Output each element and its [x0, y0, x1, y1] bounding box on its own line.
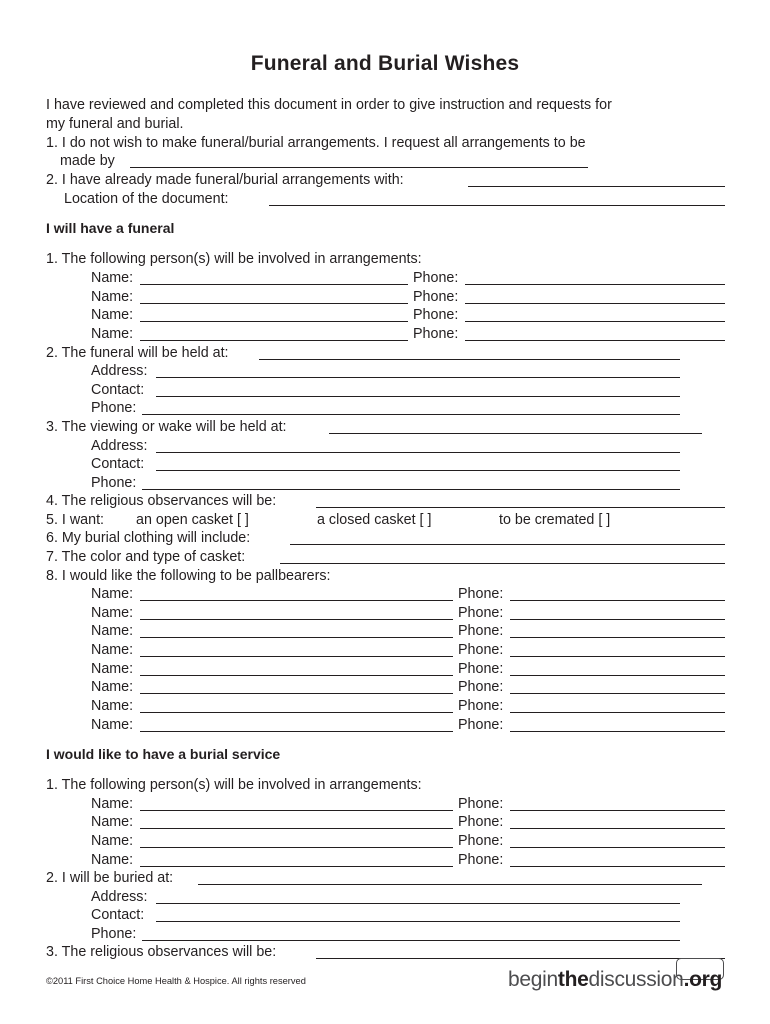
open-casket-checkbox[interactable]: an open casket [ ]: [136, 512, 249, 528]
casket-type-field[interactable]: [280, 563, 725, 564]
burial-observances-label: 3. The religious observances will be:: [46, 944, 277, 960]
pallbearer-name-field[interactable]: [140, 637, 453, 638]
pallbearer-name-field[interactable]: [140, 675, 453, 676]
phone-label: Phone:: [413, 307, 459, 323]
address-label: Address:: [91, 889, 148, 905]
made-by-label: made by: [60, 153, 115, 169]
intro-item-1: 1. I do not wish to make funeral/burial arrangements. I request all arrangements to be: [46, 135, 586, 151]
burial-observances-field[interactable]: [316, 958, 725, 959]
pallbearer-phone-field[interactable]: [510, 675, 725, 676]
funeral-person-phone-field[interactable]: [465, 303, 725, 304]
viewing-location-field[interactable]: [329, 433, 702, 434]
religious-observances-label: 4. The religious observances will be:: [46, 493, 277, 509]
phone-label: Phone:: [413, 289, 459, 305]
contact-label: Contact:: [91, 382, 145, 398]
contact-label: Contact:: [91, 456, 145, 472]
phone-label: Phone:: [458, 698, 504, 714]
name-label: Name:: [91, 833, 134, 849]
page-title: Funeral and Burial Wishes: [250, 52, 520, 75]
burial-person-phone-field[interactable]: [510, 847, 725, 848]
burial-address-field[interactable]: [156, 903, 680, 904]
funeral-person-phone-field[interactable]: [465, 340, 725, 341]
name-label: Name:: [91, 605, 134, 621]
name-label: Name:: [91, 717, 134, 733]
burial-person-name-field[interactable]: [140, 847, 453, 848]
phone-label: Phone:: [458, 623, 504, 639]
name-label: Name:: [91, 661, 134, 677]
burial-contact-field[interactable]: [156, 921, 680, 922]
phone-label: Phone:: [91, 475, 137, 491]
funeral-person-phone-field[interactable]: [465, 321, 725, 322]
pallbearer-name-field[interactable]: [140, 712, 453, 713]
name-label: Name:: [91, 270, 134, 286]
burial-person-phone-field[interactable]: [510, 810, 725, 811]
address-label: Address:: [91, 363, 148, 379]
burial-heading: I would like to have a burial service: [46, 746, 281, 762]
pallbearer-name-field[interactable]: [140, 656, 453, 657]
name-label: Name:: [91, 679, 134, 695]
name-label: Name:: [91, 814, 134, 830]
pallbearers-label: 8. I would like the following to be pallbearers:: [46, 568, 331, 584]
intro-line-2: my funeral and burial.: [46, 116, 184, 132]
funeral-person-phone-field[interactable]: [465, 284, 725, 285]
phone-label: Phone:: [458, 586, 504, 602]
pallbearer-name-field[interactable]: [140, 731, 453, 732]
funeral-phone-field[interactable]: [142, 414, 680, 415]
casket-type-label: 7. The color and type of casket:: [46, 549, 246, 565]
funeral-location-field[interactable]: [259, 359, 680, 360]
phone-label: Phone:: [458, 679, 504, 695]
viewing-address-field[interactable]: [156, 452, 680, 453]
funeral-person-name-field[interactable]: [140, 340, 408, 341]
phone-label: Phone:: [413, 326, 459, 342]
address-label: Address:: [91, 438, 148, 454]
document-location-label: Location of the document:: [64, 191, 229, 207]
burial-q1: 1. The following person(s) will be involved in arrangements:: [46, 777, 422, 793]
pallbearer-phone-field[interactable]: [510, 637, 725, 638]
burial-clothing-field[interactable]: [290, 544, 725, 545]
phone-label: Phone:: [413, 270, 459, 286]
brand-begin: begin: [508, 968, 558, 991]
funeral-address-field[interactable]: [156, 377, 680, 378]
funeral-q1: 1. The following person(s) will be involved in arrangements:: [46, 251, 422, 267]
pallbearer-phone-field[interactable]: [510, 731, 725, 732]
phone-label: Phone:: [458, 814, 504, 830]
viewing-phone-field[interactable]: [142, 489, 680, 490]
burial-person-phone-field[interactable]: [510, 866, 725, 867]
name-label: Name:: [91, 852, 134, 868]
brand-the: the: [557, 968, 589, 991]
name-label: Name:: [91, 326, 134, 342]
burial-person-phone-field[interactable]: [510, 828, 725, 829]
pallbearer-name-field[interactable]: [140, 619, 453, 620]
burial-person-name-field[interactable]: [140, 828, 453, 829]
pallbearer-name-field[interactable]: [140, 693, 453, 694]
casket-choice-label: 5. I want:: [46, 512, 105, 528]
name-label: Name:: [91, 307, 134, 323]
cremation-checkbox[interactable]: to be cremated [ ]: [499, 512, 611, 528]
funeral-heading: I will have a funeral: [46, 220, 175, 236]
made-by-field[interactable]: [130, 167, 588, 168]
phone-label: Phone:: [458, 605, 504, 621]
name-label: Name:: [91, 796, 134, 812]
pallbearer-phone-field[interactable]: [510, 619, 725, 620]
brand-org: .org: [683, 968, 723, 991]
copyright-notice: ©2011 First Choice Home Health & Hospice. All rights reserved: [46, 976, 306, 986]
burial-location-label: 2. I will be buried at:: [46, 870, 174, 886]
arrangements-with-label: 2. I have already made funeral/burial arrangements with:: [46, 172, 404, 188]
name-label: Name:: [91, 698, 134, 714]
phone-label: Phone:: [91, 926, 137, 942]
name-label: Name:: [91, 642, 134, 658]
contact-label: Contact:: [91, 907, 145, 923]
burial-phone-field[interactable]: [142, 940, 680, 941]
funeral-person-name-field[interactable]: [140, 321, 408, 322]
closed-casket-checkbox[interactable]: a closed casket [ ]: [317, 512, 432, 528]
phone-label: Phone:: [458, 796, 504, 812]
phone-label: Phone:: [458, 642, 504, 658]
funeral-location-label: 2. The funeral will be held at:: [46, 345, 229, 361]
phone-label: Phone:: [458, 852, 504, 868]
pallbearer-phone-field[interactable]: [510, 656, 725, 657]
pallbearer-name-field[interactable]: [140, 600, 453, 601]
religious-observances-field[interactable]: [316, 507, 725, 508]
name-label: Name:: [91, 586, 134, 602]
name-label: Name:: [91, 623, 134, 639]
name-label: Name:: [91, 289, 134, 305]
pallbearer-phone-field[interactable]: [510, 600, 725, 601]
phone-label: Phone:: [458, 661, 504, 677]
intro-line-1: I have reviewed and completed this document in order to give instruction and requests for: [46, 97, 612, 113]
pallbearer-phone-field[interactable]: [510, 712, 725, 713]
burial-location-field[interactable]: [198, 884, 702, 885]
funeral-contact-field[interactable]: [156, 396, 680, 397]
phone-label: Phone:: [458, 717, 504, 733]
arrangements-with-field[interactable]: [468, 186, 725, 187]
funeral-person-name-field[interactable]: [140, 303, 408, 304]
document-location-field[interactable]: [269, 205, 725, 206]
phone-label: Phone:: [91, 400, 137, 416]
viewing-contact-field[interactable]: [156, 470, 680, 471]
burial-person-name-field[interactable]: [140, 866, 453, 867]
phone-label: Phone:: [458, 833, 504, 849]
burial-person-name-field[interactable]: [140, 810, 453, 811]
brand-logo: [508, 968, 722, 992]
pallbearer-phone-field[interactable]: [510, 693, 725, 694]
brand-discussion: discussion: [588, 968, 684, 991]
burial-clothing-label: 6. My burial clothing will include:: [46, 530, 251, 546]
funeral-person-name-field[interactable]: [140, 284, 408, 285]
viewing-location-label: 3. The viewing or wake will be held at:: [46, 419, 287, 435]
